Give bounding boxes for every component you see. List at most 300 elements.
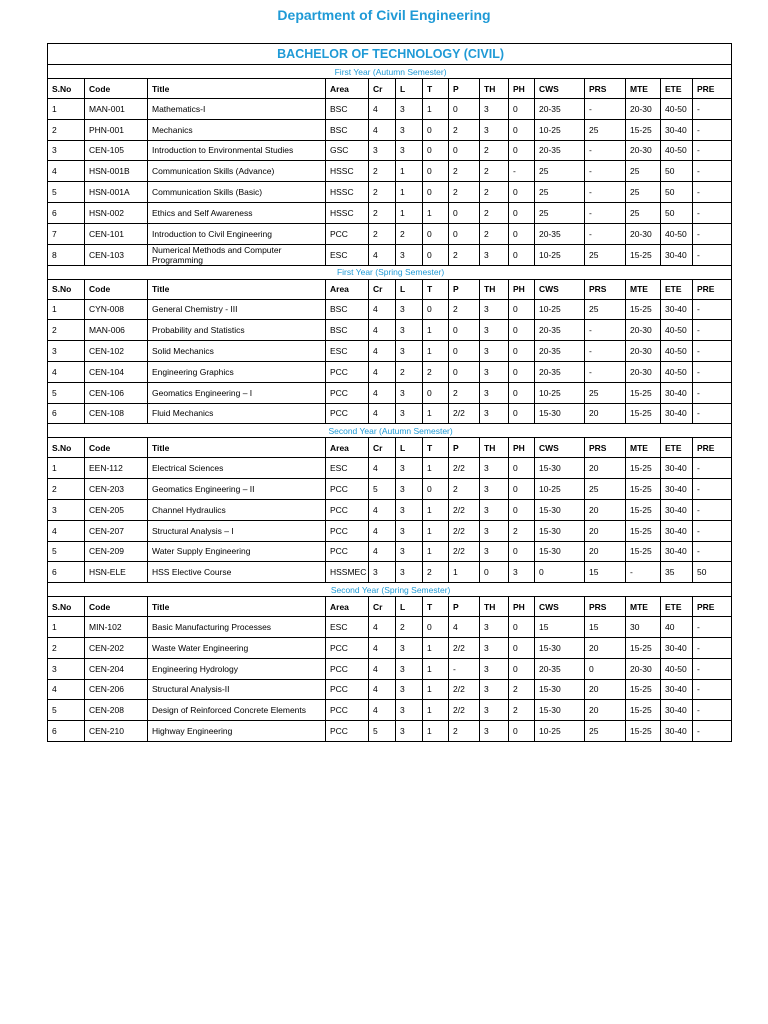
table-cell: 15-25: [626, 299, 661, 320]
table-row: [48, 223, 732, 244]
column-header: P: [449, 79, 480, 99]
column-header: PH: [509, 79, 535, 99]
table-cell: ESC: [326, 244, 369, 265]
table-cell: 15-30: [535, 458, 585, 479]
table-row: [48, 299, 732, 320]
table-cell: 2/2: [449, 637, 480, 658]
table-cell: PCC: [326, 479, 369, 500]
table-cell: CEN-208: [85, 700, 148, 721]
table-cell: 2: [48, 119, 85, 140]
table-cell: 0: [509, 140, 535, 161]
table-cell: HSN-ELE: [85, 562, 148, 583]
table-cell: 30-40: [661, 119, 693, 140]
column-header: P: [449, 279, 480, 299]
table-cell: 0: [480, 562, 509, 583]
table-cell: 25: [585, 119, 626, 140]
table-cell: PCC: [326, 520, 369, 541]
table-cell: 25: [585, 244, 626, 265]
table-cell: 1: [449, 562, 480, 583]
table-cell: 2: [509, 520, 535, 541]
column-header: Area: [326, 279, 369, 299]
table-cell: 40-50: [661, 341, 693, 362]
table-cell: 0: [449, 341, 480, 362]
table-cell: 3: [480, 320, 509, 341]
table-cell: 50: [661, 202, 693, 223]
table-cell: 30-40: [661, 244, 693, 265]
table-cell: 3: [480, 479, 509, 500]
table-cell: 6: [48, 403, 85, 424]
table-cell: -: [693, 182, 732, 203]
table-cell: 0: [509, 479, 535, 500]
table-cell: 20-35: [535, 223, 585, 244]
column-header: Area: [326, 597, 369, 617]
table-cell: 0: [509, 223, 535, 244]
table-cell: 15-25: [626, 499, 661, 520]
table-cell: 20: [585, 700, 626, 721]
column-header: PH: [509, 597, 535, 617]
column-header: PRE: [693, 279, 732, 299]
column-header: TH: [480, 79, 509, 99]
table-cell: PCC: [326, 679, 369, 700]
table-cell: 20-30: [626, 140, 661, 161]
table-cell: 1: [48, 99, 85, 120]
table-cell: HSN-001B: [85, 161, 148, 182]
table-cell: -: [693, 299, 732, 320]
column-header: Area: [326, 79, 369, 99]
table-cell: 2: [423, 361, 449, 382]
table-cell: 0: [509, 299, 535, 320]
table-cell: 5: [369, 721, 396, 742]
table-cell: 4: [369, 617, 396, 638]
table-cell: 2: [449, 721, 480, 742]
table-cell: 1: [423, 458, 449, 479]
column-header: PRS: [585, 597, 626, 617]
table-cell: Mechanics: [148, 119, 326, 140]
column-header: TH: [480, 438, 509, 458]
table-cell: Communication Skills (Advance): [148, 161, 326, 182]
column-header: S.No: [48, 279, 85, 299]
table-cell: 5: [48, 382, 85, 403]
table-cell: BSC: [326, 299, 369, 320]
semester-title: First Year (Autumn Semester): [48, 65, 732, 79]
table-cell: General Chemistry - III: [148, 299, 326, 320]
table-cell: 0: [509, 617, 535, 638]
table-cell: HSSC: [326, 161, 369, 182]
table-cell: 4: [369, 361, 396, 382]
table-cell: 20-35: [535, 341, 585, 362]
table-row: [48, 658, 732, 679]
table-cell: 25: [585, 721, 626, 742]
table-cell: 4: [369, 299, 396, 320]
table-cell: Engineering Graphics: [148, 361, 326, 382]
table-row: [48, 341, 732, 362]
table-cell: 2: [449, 479, 480, 500]
table-cell: 10-25: [535, 721, 585, 742]
table-cell: 25: [626, 202, 661, 223]
table-cell: 15-25: [626, 721, 661, 742]
table-row: [48, 562, 732, 583]
table-cell: 0: [423, 299, 449, 320]
table-row: [48, 520, 732, 541]
table-cell: 0: [449, 99, 480, 120]
table-cell: 3: [396, 499, 423, 520]
table-cell: -: [693, 479, 732, 500]
table-cell: -: [693, 499, 732, 520]
column-header: Title: [148, 438, 326, 458]
table-cell: 15-25: [626, 637, 661, 658]
table-cell: HSSC: [326, 202, 369, 223]
table-cell: 1: [396, 182, 423, 203]
table-cell: 0: [509, 202, 535, 223]
table-cell: 2: [48, 637, 85, 658]
column-header: PH: [509, 279, 535, 299]
table-cell: 20: [585, 520, 626, 541]
table-row: [48, 541, 732, 562]
table-row: [48, 140, 732, 161]
table-cell: 1: [48, 458, 85, 479]
program-title: BACHELOR OF TECHNOLOGY (CIVIL): [48, 44, 732, 65]
table-cell: 20-30: [626, 341, 661, 362]
table-cell: 10-25: [535, 479, 585, 500]
table-cell: CEN-205: [85, 499, 148, 520]
table-row: [48, 700, 732, 721]
table-cell: 20-35: [535, 361, 585, 382]
table-cell: 30-40: [661, 299, 693, 320]
semester-title: Second Year (Autumn Semester): [48, 424, 732, 438]
table-cell: 10-25: [535, 299, 585, 320]
table-cell: 3: [396, 99, 423, 120]
table-cell: Probability and Statistics: [148, 320, 326, 341]
table-cell: 20-35: [535, 140, 585, 161]
table-cell: 40-50: [661, 223, 693, 244]
table-cell: 40: [661, 617, 693, 638]
table-cell: 1: [423, 658, 449, 679]
table-cell: -: [585, 361, 626, 382]
table-cell: -: [509, 161, 535, 182]
column-header: Title: [148, 79, 326, 99]
column-header: PRE: [693, 597, 732, 617]
table-cell: 10-25: [535, 244, 585, 265]
table-cell: 2: [396, 617, 423, 638]
table-cell: 0: [509, 541, 535, 562]
table-cell: 1: [423, 520, 449, 541]
table-cell: Engineering Hydrology: [148, 658, 326, 679]
table-cell: 15-30: [535, 499, 585, 520]
column-header: T: [423, 79, 449, 99]
table-cell: 30-40: [661, 499, 693, 520]
table-row: [48, 119, 732, 140]
table-cell: 0: [423, 382, 449, 403]
table-cell: PCC: [326, 382, 369, 403]
table-cell: 1: [423, 202, 449, 223]
table-cell: 15-25: [626, 679, 661, 700]
table-cell: 4: [449, 617, 480, 638]
table-cell: 5: [48, 700, 85, 721]
column-header: CWS: [535, 438, 585, 458]
table-cell: PCC: [326, 403, 369, 424]
column-header: L: [396, 79, 423, 99]
table-cell: 3: [369, 140, 396, 161]
table-cell: 2: [509, 679, 535, 700]
table-cell: 1: [423, 341, 449, 362]
column-header: Code: [85, 438, 148, 458]
column-header-row: [48, 79, 732, 99]
table-cell: 0: [449, 140, 480, 161]
column-header: PH: [509, 438, 535, 458]
table-cell: PCC: [326, 223, 369, 244]
table-row: [48, 403, 732, 424]
table-cell: 20: [585, 637, 626, 658]
table-cell: -: [693, 637, 732, 658]
table-cell: ESC: [326, 617, 369, 638]
table-cell: 0: [535, 562, 585, 583]
column-header: ETE: [661, 79, 693, 99]
table-cell: 4: [369, 637, 396, 658]
column-header: P: [449, 438, 480, 458]
table-cell: 15-30: [535, 403, 585, 424]
table-row: [48, 161, 732, 182]
semester-title-row: [48, 65, 732, 79]
table-cell: 0: [423, 479, 449, 500]
table-cell: 3: [480, 700, 509, 721]
table-cell: Mathematics-I: [148, 99, 326, 120]
table-cell: -: [693, 99, 732, 120]
table-cell: 3: [396, 341, 423, 362]
table-cell: 3: [396, 658, 423, 679]
table-cell: 20-35: [535, 320, 585, 341]
table-cell: 15-30: [535, 520, 585, 541]
column-header: PRS: [585, 79, 626, 99]
table-cell: -: [693, 161, 732, 182]
column-header: CWS: [535, 597, 585, 617]
table-cell: 6: [48, 721, 85, 742]
table-cell: 15-25: [626, 244, 661, 265]
table-cell: 3: [480, 403, 509, 424]
column-header: T: [423, 438, 449, 458]
table-row: [48, 479, 732, 500]
column-header: ETE: [661, 279, 693, 299]
table-cell: -: [693, 403, 732, 424]
table-cell: 15-30: [535, 700, 585, 721]
table-cell: 2: [48, 479, 85, 500]
table-cell: 3: [509, 562, 535, 583]
table-cell: 30-40: [661, 541, 693, 562]
table-row: [48, 182, 732, 203]
table-cell: 2: [480, 202, 509, 223]
table-cell: 25: [626, 182, 661, 203]
table-cell: 2/2: [449, 499, 480, 520]
table-cell: 3: [369, 562, 396, 583]
table-cell: 3: [396, 721, 423, 742]
column-header: PRE: [693, 438, 732, 458]
table-cell: 2: [449, 161, 480, 182]
table-cell: CEN-209: [85, 541, 148, 562]
table-cell: Design of Reinforced Concrete Elements: [148, 700, 326, 721]
table-cell: 4: [369, 541, 396, 562]
table-cell: 15-25: [626, 382, 661, 403]
column-header: Cr: [369, 597, 396, 617]
column-header: ETE: [661, 597, 693, 617]
table-cell: 30-40: [661, 520, 693, 541]
column-header: CWS: [535, 79, 585, 99]
table-cell: 30-40: [661, 458, 693, 479]
table-row: [48, 617, 732, 638]
table-cell: Basic Manufacturing Processes: [148, 617, 326, 638]
table-cell: 3: [48, 140, 85, 161]
table-cell: 5: [48, 541, 85, 562]
column-header: Title: [148, 597, 326, 617]
table-cell: -: [693, 341, 732, 362]
table-cell: CEN-210: [85, 721, 148, 742]
table-cell: CEN-206: [85, 679, 148, 700]
table-cell: 0: [423, 617, 449, 638]
table-cell: 3: [48, 658, 85, 679]
table-cell: 20-35: [535, 658, 585, 679]
table-cell: -: [626, 562, 661, 583]
column-header: TH: [480, 279, 509, 299]
table-cell: 20-30: [626, 658, 661, 679]
table-cell: 2/2: [449, 403, 480, 424]
table-cell: PCC: [326, 637, 369, 658]
table-cell: 30-40: [661, 403, 693, 424]
column-header: L: [396, 438, 423, 458]
table-cell: 5: [48, 182, 85, 203]
table-row: [48, 637, 732, 658]
table-cell: 0: [509, 244, 535, 265]
table-cell: 15-25: [626, 520, 661, 541]
table-cell: -: [693, 520, 732, 541]
table-cell: 2: [423, 562, 449, 583]
table-cell: 50: [661, 182, 693, 203]
table-row: [48, 99, 732, 120]
table-cell: 50: [693, 562, 732, 583]
table-cell: MAN-006: [85, 320, 148, 341]
table-cell: 2: [369, 182, 396, 203]
table-cell: Communication Skills (Basic): [148, 182, 326, 203]
table-cell: 15-30: [535, 541, 585, 562]
table-cell: 0: [449, 202, 480, 223]
table-cell: HSSMEC: [326, 562, 369, 583]
table-cell: 3: [396, 541, 423, 562]
table-cell: 15-25: [626, 479, 661, 500]
table-cell: 4: [369, 244, 396, 265]
table-cell: 2: [509, 700, 535, 721]
table-cell: 2/2: [449, 679, 480, 700]
table-cell: 1: [48, 299, 85, 320]
table-cell: 1: [396, 161, 423, 182]
table-cell: CEN-207: [85, 520, 148, 541]
table-cell: 30-40: [661, 700, 693, 721]
table-cell: ESC: [326, 341, 369, 362]
table-row: [48, 382, 732, 403]
table-cell: 25: [585, 299, 626, 320]
table-cell: 3: [480, 637, 509, 658]
table-cell: 0: [423, 223, 449, 244]
table-cell: Geomatics Engineering – II: [148, 479, 326, 500]
table-cell: 40-50: [661, 140, 693, 161]
table-cell: 25: [585, 479, 626, 500]
table-cell: HSN-002: [85, 202, 148, 223]
table-cell: -: [449, 658, 480, 679]
column-header: Cr: [369, 279, 396, 299]
table-cell: -: [693, 700, 732, 721]
table-cell: 4: [369, 119, 396, 140]
table-cell: 2: [449, 119, 480, 140]
table-cell: -: [693, 541, 732, 562]
table-cell: 2: [48, 320, 85, 341]
table-cell: 1: [423, 637, 449, 658]
table-cell: -: [585, 140, 626, 161]
table-cell: 0: [509, 658, 535, 679]
table-cell: Fluid Mechanics: [148, 403, 326, 424]
table-cell: -: [693, 382, 732, 403]
table-cell: 0: [509, 458, 535, 479]
table-cell: CEN-203: [85, 479, 148, 500]
table-cell: 10-25: [535, 382, 585, 403]
table-cell: 2: [396, 361, 423, 382]
table-cell: 0: [423, 140, 449, 161]
table-cell: PCC: [326, 700, 369, 721]
table-cell: 4: [369, 520, 396, 541]
column-header: L: [396, 597, 423, 617]
table-cell: 30-40: [661, 721, 693, 742]
table-cell: 20-30: [626, 223, 661, 244]
table-cell: -: [585, 223, 626, 244]
table-cell: 4: [369, 382, 396, 403]
table-cell: 1: [423, 541, 449, 562]
table-cell: GSC: [326, 140, 369, 161]
table-cell: 3: [480, 382, 509, 403]
table-cell: 3: [396, 520, 423, 541]
table-cell: 25: [535, 182, 585, 203]
table-cell: -: [585, 99, 626, 120]
table-cell: 3: [396, 119, 423, 140]
table-cell: EEN-112: [85, 458, 148, 479]
table-cell: CEN-106: [85, 382, 148, 403]
table-cell: MAN-001: [85, 99, 148, 120]
column-header-row: [48, 438, 732, 458]
table-cell: 1: [423, 679, 449, 700]
table-cell: 3: [480, 341, 509, 362]
table-cell: 2: [480, 140, 509, 161]
table-cell: 4: [48, 361, 85, 382]
table-cell: 3: [480, 520, 509, 541]
table-cell: 2: [480, 161, 509, 182]
table-cell: -: [693, 244, 732, 265]
table-cell: 0: [449, 223, 480, 244]
table-cell: 4: [48, 520, 85, 541]
table-cell: PCC: [326, 499, 369, 520]
table-cell: 2: [369, 161, 396, 182]
table-cell: 40-50: [661, 361, 693, 382]
table-cell: CEN-105: [85, 140, 148, 161]
table-cell: 3: [480, 119, 509, 140]
table-cell: BSC: [326, 99, 369, 120]
table-row: [48, 361, 732, 382]
table-cell: 30-40: [661, 679, 693, 700]
table-cell: 15-25: [626, 458, 661, 479]
table-cell: 6: [48, 562, 85, 583]
table-cell: 20-30: [626, 361, 661, 382]
table-row: [48, 202, 732, 223]
table-cell: -: [693, 119, 732, 140]
table-cell: 15: [585, 617, 626, 638]
column-header: Cr: [369, 438, 396, 458]
table-cell: 0: [509, 119, 535, 140]
table-cell: -: [693, 140, 732, 161]
table-cell: 0: [509, 361, 535, 382]
table-cell: 4: [369, 99, 396, 120]
